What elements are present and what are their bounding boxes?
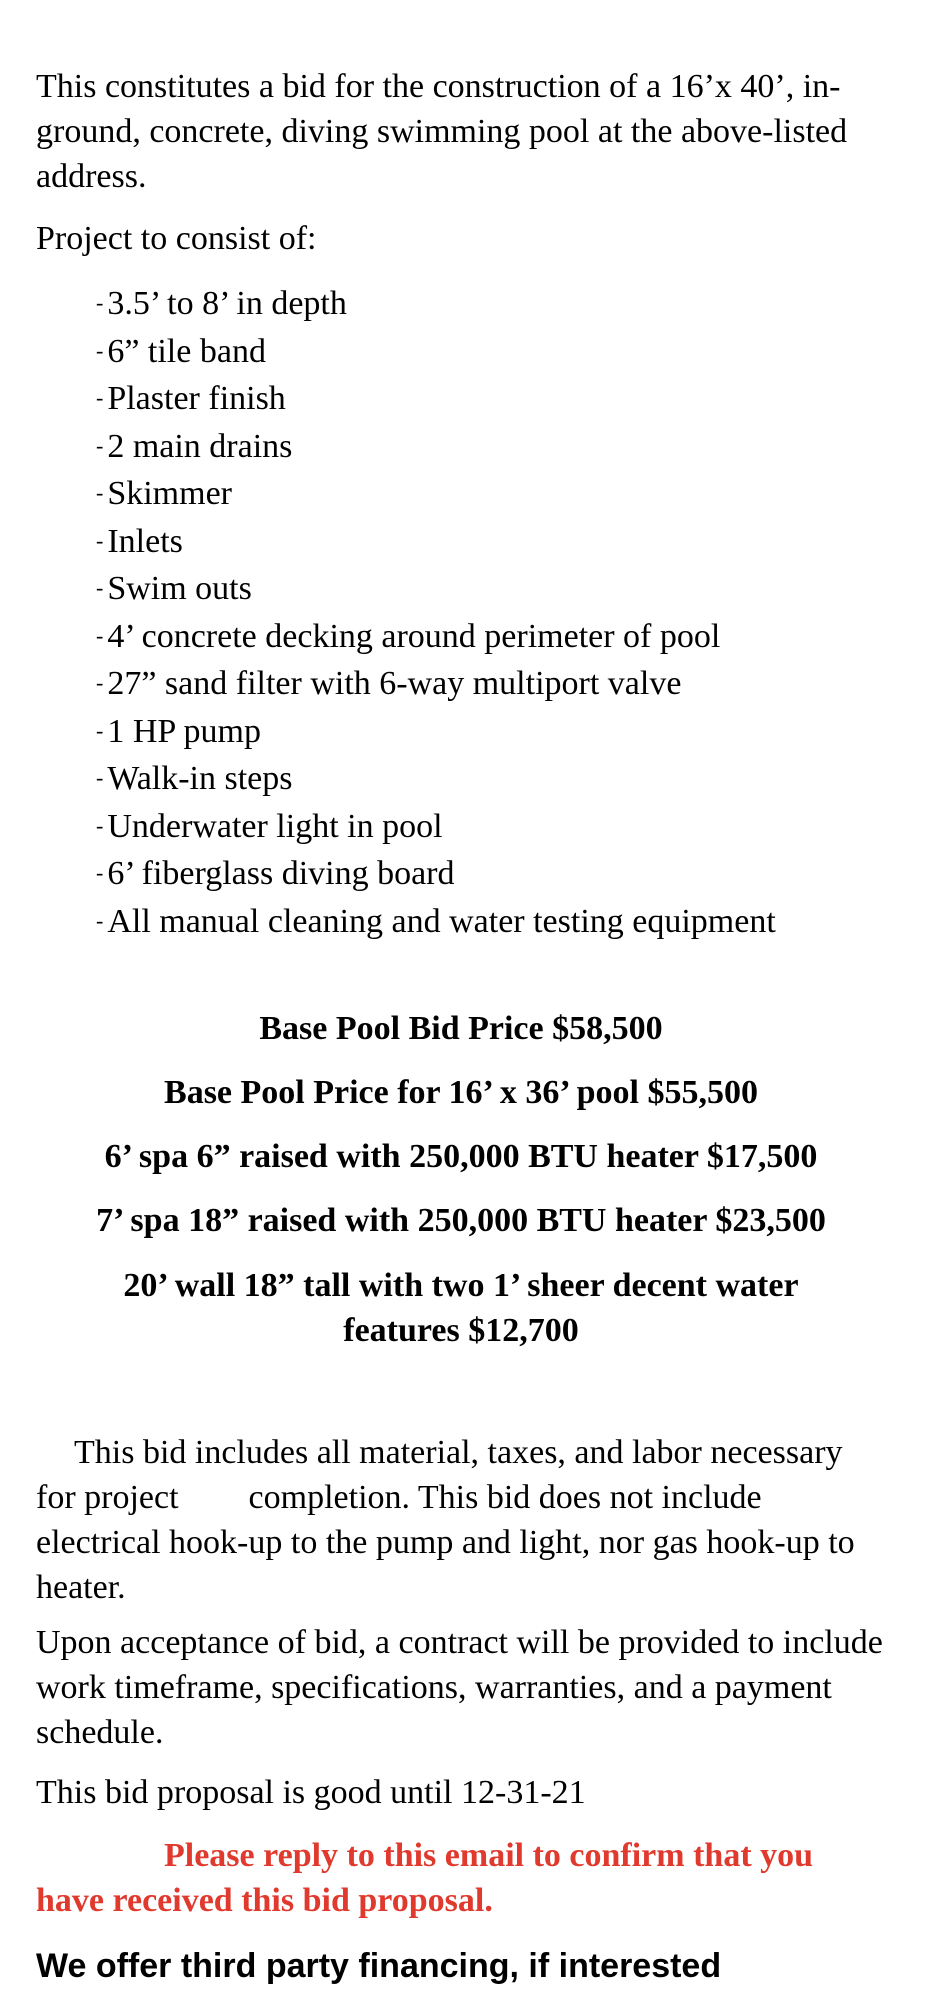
inclusions-part1: This bid includes all material, taxes, and labor necessary for project (36, 1434, 843, 1516)
item-text: Plaster finish (107, 380, 286, 417)
inclusions-part2: completion. This bid does not include electrical hook-up to the pump and light, nor gas hook-up to heater. (36, 1479, 855, 1606)
spa-6-price: 6’ spa 6” raised with 250,000 BTU heater $17,500 (104, 1138, 818, 1175)
item-marker: - (96, 622, 104, 648)
spa-7-price: 7’ spa 18” raised with 250,000 BTU heater $23,500 (96, 1202, 826, 1239)
item-marker: - (96, 432, 104, 458)
item-text: 6’ fiberglass diving board (107, 855, 455, 892)
item-marker: - (96, 812, 104, 838)
item-text: Walk-in steps (107, 760, 293, 797)
item-marker: - (96, 907, 104, 933)
item-marker: - (96, 575, 104, 600)
list-item (96, 660, 776, 708)
water-wall-price-line1: 20’ wall 18” tall with two 1’ sheer decent water (123, 1267, 799, 1304)
list-item (96, 613, 776, 661)
item-text: Swim outs (107, 570, 252, 607)
water-wall-price (36, 1263, 886, 1353)
list-item (96, 423, 776, 471)
base-pool-price: Base Pool Bid Price $58,500 (259, 1010, 663, 1047)
item-text: 1 HP pump (107, 712, 261, 750)
list-item (96, 328, 776, 376)
item-marker: - (96, 385, 104, 410)
item-marker: - (96, 670, 104, 695)
list-item (96, 565, 776, 613)
water-wall-price-line2: features $12,700 (343, 1312, 579, 1349)
item-text: 3.5’ to 8’ in depth (107, 285, 347, 322)
list-item (96, 850, 776, 898)
item-text: Inlets (107, 522, 183, 560)
acceptance-paragraph: Upon acceptance of bid, a contract will be provided to include work timeframe, specifications, warranties, and a payment schedule. (36, 1624, 883, 1751)
project-items-list (96, 280, 776, 945)
item-marker: - (96, 860, 104, 885)
item-text: Underwater light in pool (107, 807, 443, 845)
list-item (96, 898, 776, 946)
item-marker: - (96, 717, 104, 743)
validity-paragraph: This bid proposal is good until 12-31-21 (36, 1774, 586, 1811)
list-item (96, 803, 776, 851)
item-marker: - (96, 290, 104, 315)
inclusions-paragraph (36, 1430, 886, 1610)
base-pool-36-price: Base Pool Price for 16’ x 36’ pool $55,500 (164, 1074, 758, 1111)
item-text: Skimmer (107, 475, 232, 512)
list-item (96, 280, 776, 328)
item-marker: - (96, 337, 104, 363)
item-marker: - (96, 765, 104, 790)
item-text: 6” tile band (107, 332, 266, 370)
item-marker: - (96, 527, 104, 553)
item-marker: - (96, 480, 104, 505)
item-text: 2 main drains (107, 427, 293, 465)
reply-request (36, 1833, 886, 1923)
item-text: 27” sand filter with 6-way multiport valve (107, 665, 682, 702)
list-item (96, 755, 776, 803)
list-item (96, 470, 776, 518)
reply-request-text: Please reply to this email to confirm that you have received this bid proposal. (36, 1837, 814, 1919)
list-item (96, 518, 776, 566)
list-item (96, 375, 776, 423)
financing-note: We offer third party financing, if interested (36, 1947, 722, 1985)
intro-paragraph: This constitutes a bid for the construction of a 16’x 40’, in-ground, concrete, diving swimming pool at the above-listed address. (36, 68, 848, 195)
list-item (96, 708, 776, 756)
project-heading: Project to consist of: (36, 220, 317, 257)
item-text: All manual cleaning and water testing equipment (107, 902, 776, 940)
item-text: 4’ concrete decking around perimeter of pool (107, 617, 721, 655)
